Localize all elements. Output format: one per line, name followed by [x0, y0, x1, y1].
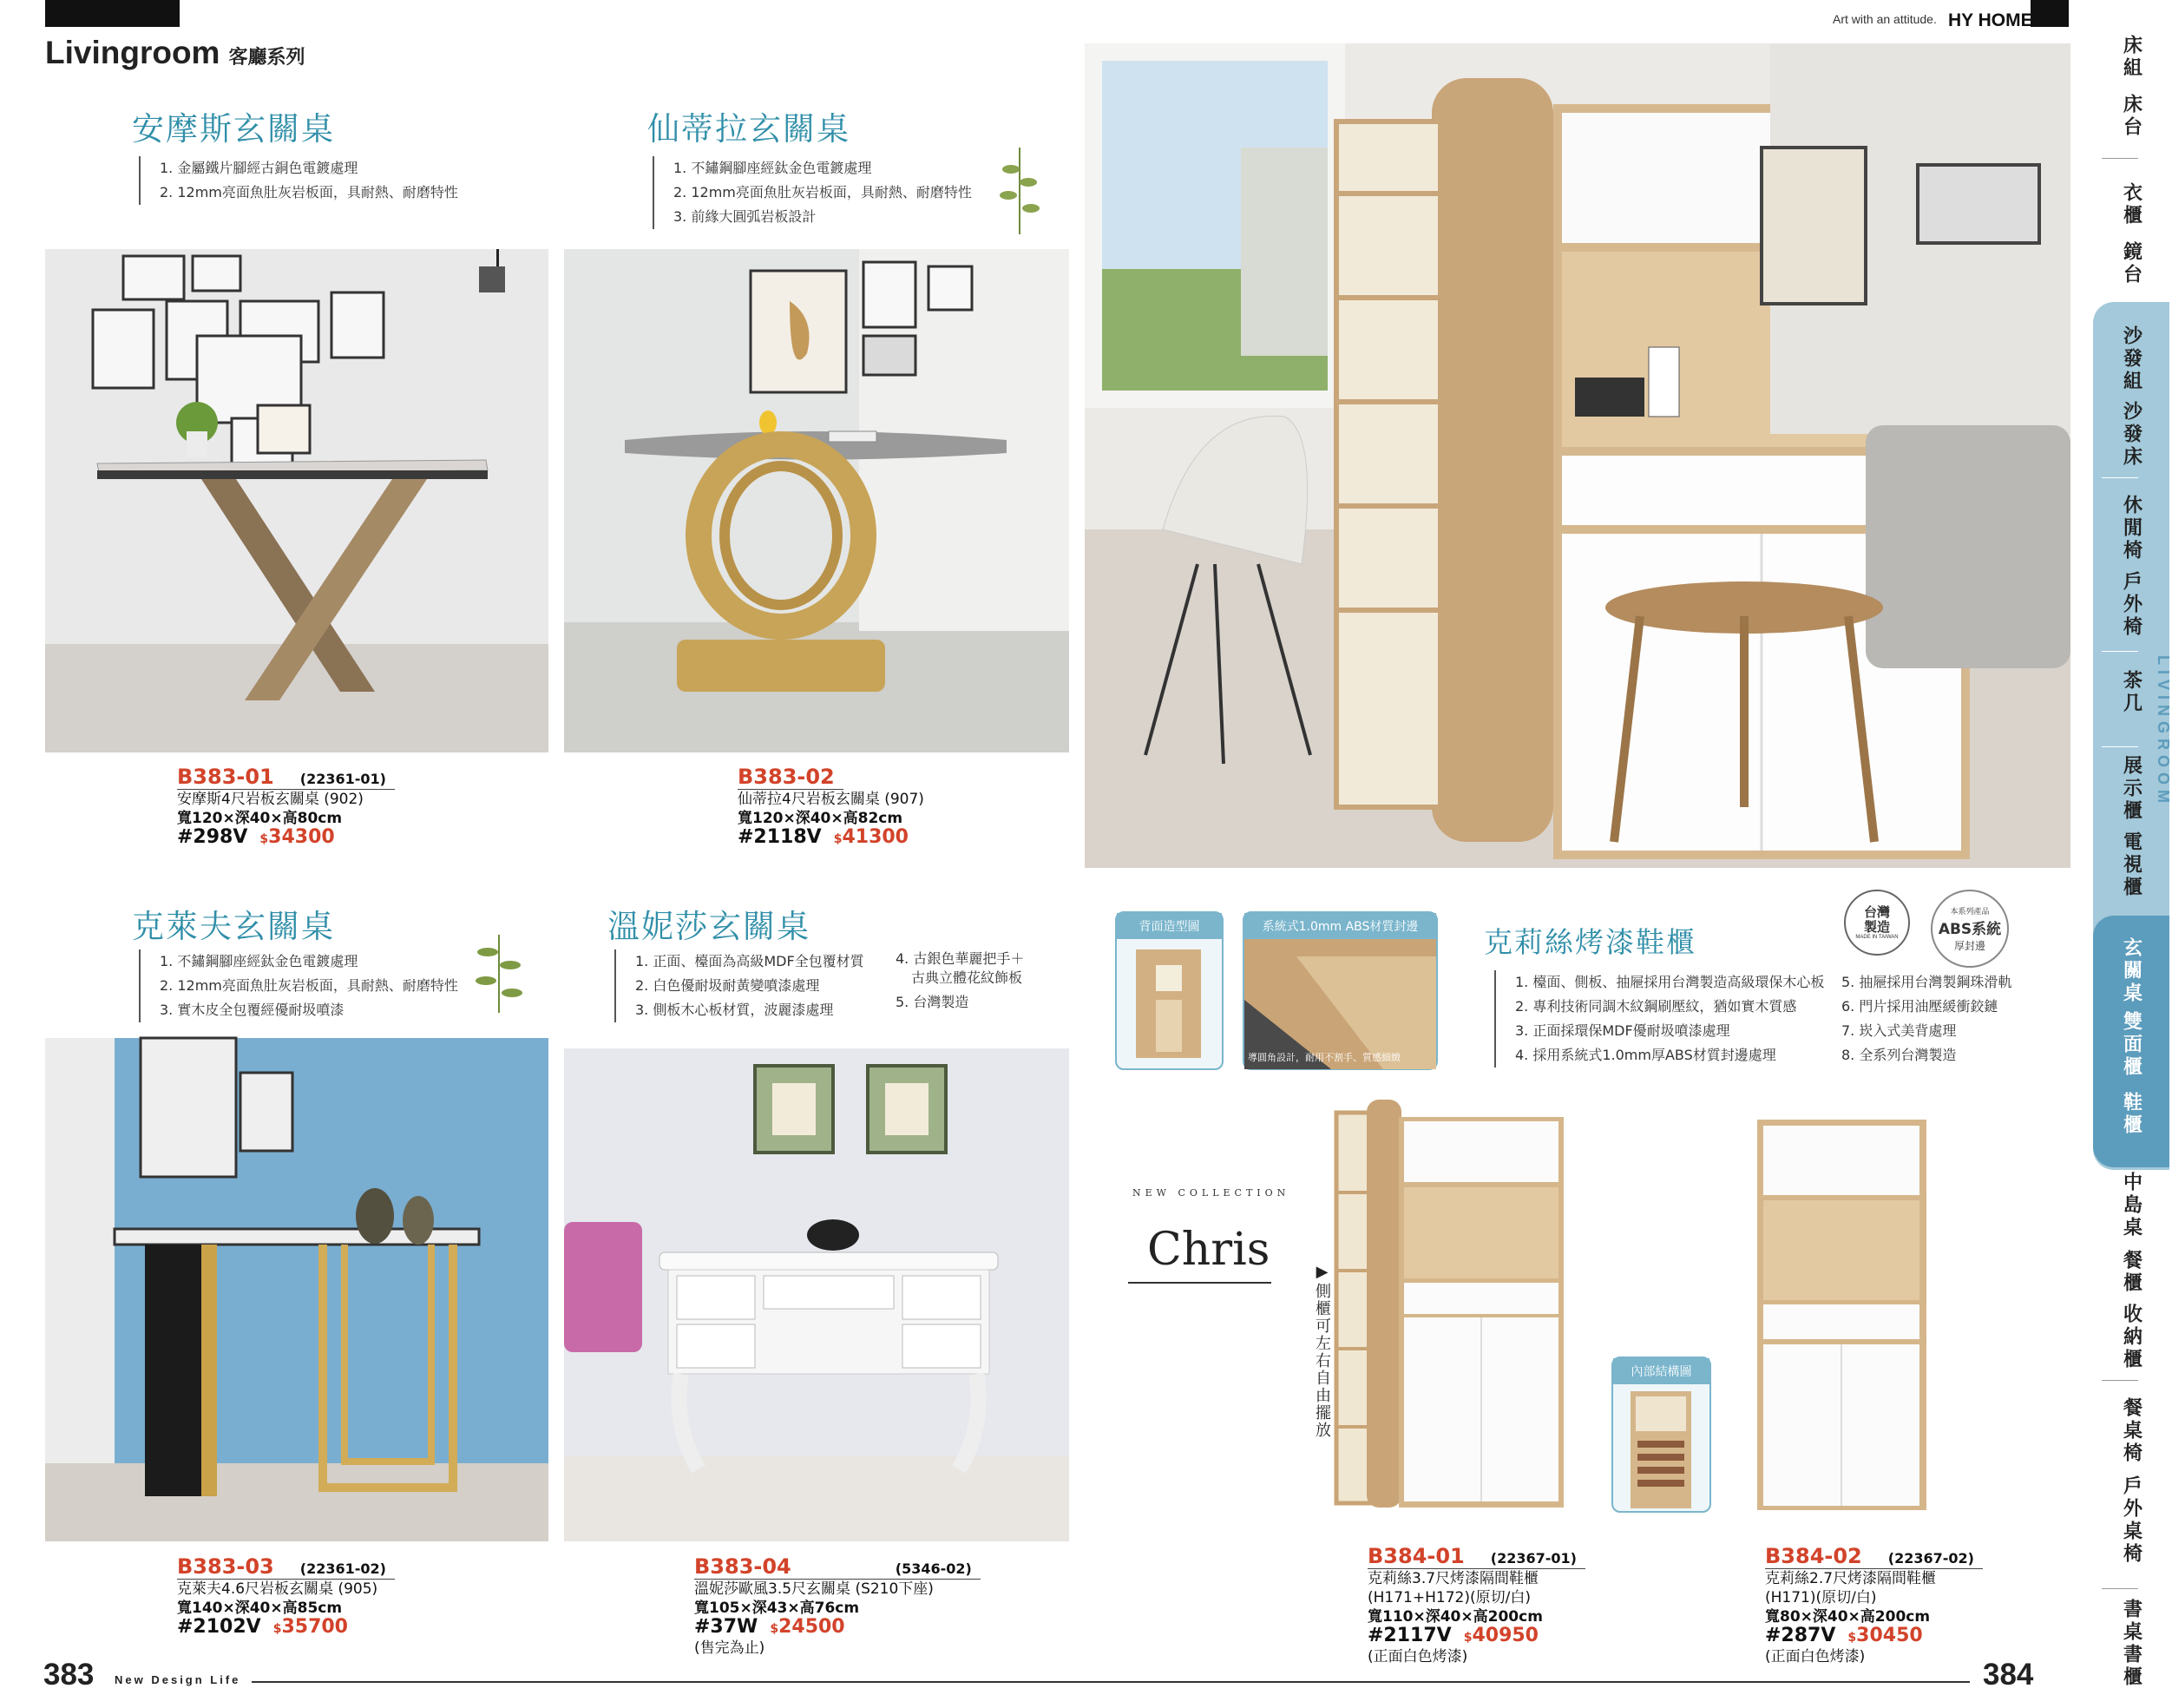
nav-item-label: 沙發床 — [2120, 401, 2142, 469]
nav-separator — [2102, 746, 2138, 747]
feature-item: 2. 12mm亮面魚肚灰岩板面，具耐熱、耐磨特性 — [160, 184, 458, 200]
nav-item-label: 茶几 — [2120, 670, 2142, 715]
product-code: B383-03 — [177, 1554, 274, 1579]
nav-item-label: 電視櫃 — [2120, 831, 2142, 899]
feature-list-amos — [139, 156, 458, 205]
feature-item: 2. 12mm亮面魚肚灰岩板面，具耐熱、耐磨特性 — [673, 184, 972, 200]
product-ref: (22367-02) — [1887, 1550, 1974, 1567]
logo-subtitle: NEW COLLECTION — [1132, 1187, 1290, 1199]
nav-item-label: 戶外桌椅 — [2120, 1475, 2142, 1566]
product-desc-2: (H171+H172)(原切/白) — [1368, 1589, 1531, 1606]
nav-vertical-label: LIVINGROOM — [2155, 655, 2172, 808]
product-photo-cindra — [564, 249, 1069, 752]
product-size: 寬105×深43×高76cm — [694, 1600, 860, 1617]
feature-list-winnie-2 — [876, 949, 1024, 1017]
nav-item[interactable] — [2093, 670, 2169, 715]
nav-item[interactable] — [2093, 35, 2169, 80]
badge-sub: MADE IN TAIWAN — [1855, 935, 1899, 940]
product-price: #298V — [177, 826, 248, 848]
nav-item[interactable] — [2093, 1172, 2169, 1239]
hero-room-photo — [1085, 43, 2070, 868]
feature-item: 7. 崁入式美背處理 — [1841, 1022, 1957, 1039]
footer-tagline: New Design Life — [115, 1673, 241, 1686]
nav-item-label: 展示櫃 — [2120, 755, 2142, 823]
currency-symbol: $ — [1463, 1631, 1473, 1645]
currency-symbol: $ — [770, 1622, 779, 1636]
badge-main: 台灣製造 — [1863, 904, 1890, 935]
nav-item[interactable] — [2093, 241, 2169, 286]
abs-edge-title: 系統式1.0mm ABS材質封邊 — [1244, 913, 1436, 939]
abs-system-badge — [1931, 890, 2009, 968]
header-bar-right — [2031, 0, 2069, 27]
feature-item: 2. 專利技術同調木紋鋼刷壓紋，猶如實木質感 — [1515, 998, 1797, 1015]
nav-item[interactable] — [2093, 182, 2169, 227]
nav-item-label: 沙發組 — [2120, 325, 2142, 393]
product-desc: 克莉絲3.7尺烤漆隔間鞋櫃 — [1368, 1570, 1539, 1587]
nav-item-label: 餐桌椅 — [2120, 1397, 2142, 1465]
currency-symbol: $ — [259, 832, 269, 846]
retail-price: 40950 — [1472, 1625, 1539, 1646]
product-caption-amos — [177, 767, 395, 849]
page-number-right: 384 — [1983, 1658, 2034, 1692]
product-price: #287V — [1765, 1625, 1836, 1646]
category-side-nav — [2093, 26, 2172, 1692]
retail-price: 30450 — [1856, 1625, 1923, 1646]
product-size: 寬80×深40×高200cm — [1765, 1608, 1931, 1626]
nav-item-active[interactable] — [2093, 937, 2169, 1005]
product-code: B383-01 — [177, 765, 274, 789]
nav-item-label: 收納櫃 — [2120, 1304, 2142, 1371]
tagline: Art with an attitude. — [1833, 12, 1937, 26]
nav-item-label: 衣櫃 — [2120, 182, 2142, 227]
badge-sub: 厚封邊 — [1953, 939, 1985, 952]
nav-item-label: 餐櫃 — [2120, 1250, 2142, 1295]
product-ref: (22361-01) — [299, 771, 386, 787]
feature-item: 古典立體花紋飾板 — [911, 969, 1023, 986]
product-size: 寬140×深40×高85cm — [177, 1600, 343, 1617]
nav-item[interactable] — [2093, 1397, 2169, 1465]
nav-item-label: 床組 — [2120, 35, 2142, 80]
leaf-illustration — [989, 143, 1050, 243]
feature-item: 3. 正面採環保MDF優耐圾噴漆處理 — [1515, 1022, 1730, 1039]
nav-item[interactable] — [2093, 401, 2169, 469]
inner-structure-box — [1611, 1357, 1711, 1513]
product-code: B383-04 — [694, 1554, 791, 1579]
badge-top: 本系列產品 — [1950, 906, 1990, 916]
product-photo-amos — [45, 249, 548, 752]
nav-item[interactable] — [2093, 831, 2169, 899]
nav-item[interactable] — [2093, 571, 2169, 639]
feature-item: 8. 全系列台灣製造 — [1841, 1047, 1957, 1063]
header-bar-left — [45, 0, 180, 27]
nav-separator — [2102, 477, 2138, 478]
nav-item[interactable] — [2093, 1475, 2169, 1566]
feature-item: 5. 抽屜採用台灣製鋼珠滑軌 — [1841, 974, 2012, 990]
product-size: 寬120×深40×高82cm — [738, 810, 903, 827]
product-code: B384-01 — [1368, 1544, 1465, 1568]
inner-structure-title: 內部結構圖 — [1613, 1358, 1709, 1384]
nav-item-label: 中島桌 — [2120, 1172, 2142, 1239]
nav-item[interactable] — [2093, 1599, 2169, 1689]
feature-list-clive — [139, 949, 458, 1022]
nav-item[interactable] — [2093, 325, 2169, 393]
feature-list-cindra — [653, 156, 972, 229]
feature-list-chris-2 — [1822, 970, 2011, 1068]
feature-list-winnie — [614, 949, 864, 1022]
currency-symbol: $ — [272, 1622, 282, 1636]
product-caption-clive — [177, 1554, 395, 1639]
feature-item: 1. 不鏽鋼腳座經鈦金色電鍍處理 — [160, 953, 358, 969]
abs-edge-caption: 導圓角設計，耐用不割手、質感細緻 — [1248, 1052, 1401, 1063]
retail-price: 34300 — [268, 826, 335, 848]
product-note: (售完為止) — [694, 1639, 765, 1657]
feature-item: 1. 金屬鐵片腳經古銅色電鍍處理 — [160, 160, 358, 176]
back-view-title: 背面造型圖 — [1117, 913, 1222, 939]
nav-separator — [2102, 158, 2138, 159]
feature-item: 1. 不鏽鋼腳座經鈦金色電鍍處理 — [673, 160, 872, 176]
product-desc: 仙蒂拉4尺岩板玄關桌 (907) — [738, 791, 924, 808]
back-view-box — [1115, 911, 1224, 1070]
nav-item-label: 戶外椅 — [2120, 571, 2142, 639]
feature-item: 4. 古銀色華麗把手＋ — [896, 950, 1025, 967]
nav-separator — [2102, 651, 2138, 652]
product-size: 寬120×深40×高80cm — [177, 810, 343, 827]
product-price: #2102V — [177, 1616, 261, 1638]
feature-item: 3. 前緣大圓弧岩板設計 — [673, 208, 817, 225]
feature-item: 5. 台灣製造 — [896, 994, 969, 1010]
retail-price: 41300 — [842, 826, 909, 848]
product-size: 寬110×深40×高200cm — [1368, 1608, 1543, 1626]
currency-symbol: $ — [1847, 1631, 1857, 1645]
nav-item[interactable] — [2093, 1092, 2169, 1137]
product-desc: 克莉絲2.7尺烤漆隔間鞋櫃 — [1765, 1570, 1937, 1587]
nav-item[interactable] — [2093, 94, 2169, 139]
nav-item[interactable] — [2093, 1011, 2169, 1079]
nav-item[interactable] — [2093, 1304, 2169, 1371]
product-price: #37W — [694, 1616, 758, 1638]
nav-item[interactable] — [2093, 495, 2169, 562]
nav-item-label: 玄關桌 — [2120, 937, 2142, 1005]
made-in-taiwan-badge — [1844, 890, 1910, 956]
product-caption-cindra — [738, 767, 924, 849]
section-title-en: Livingroom — [45, 35, 220, 70]
abs-edge-box — [1243, 911, 1438, 1070]
retail-price: 24500 — [778, 1616, 845, 1638]
nav-item[interactable] — [2093, 1250, 2169, 1295]
product-desc: 溫妮莎歐風3.5尺玄關桌 (S210下座) — [694, 1580, 934, 1598]
product-title-winnie: 溫妮莎玄關桌 — [607, 908, 810, 945]
product-ref: (22361-02) — [299, 1560, 386, 1577]
brand-logo: HY HOME — [1948, 10, 2033, 30]
product-title-amos: 安摩斯玄關桌 — [132, 110, 335, 148]
product-title-chris: 克莉絲烤漆鞋櫃 — [1484, 925, 1696, 959]
product-caption-winnie — [694, 1554, 981, 1658]
page-number-left: 383 — [43, 1658, 95, 1692]
section-title — [45, 35, 305, 71]
feature-item: 4. 採用系統式1.0mm厚ABS材質封邊處理 — [1515, 1047, 1776, 1063]
product-code: B383-02 — [738, 765, 835, 789]
currency-symbol: $ — [833, 832, 843, 846]
product-note: (正面白色烤漆) — [1368, 1648, 1468, 1665]
product-caption-chris-110 — [1368, 1544, 1585, 1666]
nav-item-label: 床台 — [2120, 94, 2142, 139]
feature-item: 2. 12mm亮面魚肚灰岩板面，具耐熱、耐磨特性 — [160, 977, 458, 994]
product-photo-clive — [45, 1038, 548, 1541]
side-cabinet-note: ▶側櫃可左右自由擺放 — [1313, 1263, 1331, 1439]
nav-item-label: 雙面櫃 — [2120, 1011, 2142, 1079]
nav-separator — [2102, 1588, 2138, 1589]
product-photo-chris-110 — [1336, 1095, 1571, 1512]
nav-separator — [2102, 1380, 2138, 1381]
product-price: #2117V — [1368, 1625, 1452, 1646]
product-title-cindra: 仙蒂拉玄關桌 — [647, 110, 850, 148]
nav-item-label: 鞋櫃 — [2120, 1092, 2142, 1137]
section-title-zh: 客廳系列 — [228, 46, 305, 68]
badge-main: ABS系統 — [1938, 920, 2002, 938]
product-code: B384-02 — [1765, 1544, 1862, 1568]
product-ref: (22367-01) — [1490, 1550, 1577, 1567]
retail-price: 35700 — [281, 1616, 348, 1638]
nav-item-label: 休閒椅 — [2120, 495, 2142, 562]
nav-item-label: 書桌書櫃 — [2120, 1599, 2142, 1689]
feature-item: 3. 實木皮全包覆經優耐圾噴漆 — [160, 1002, 345, 1018]
product-desc-2: (H171)(原切/白) — [1765, 1589, 1877, 1606]
feature-item: 3. 側板木心板材質，波麗漆處理 — [635, 1002, 834, 1018]
product-desc: 克萊夫4.6尺岩板玄關桌 (905) — [177, 1580, 378, 1598]
footer-divider — [252, 1681, 1970, 1683]
product-ref: (5346-02) — [895, 1560, 972, 1577]
nav-item[interactable] — [2093, 755, 2169, 823]
leaf-illustration — [469, 930, 529, 1022]
product-note: (正面白色烤漆) — [1765, 1648, 1866, 1665]
product-desc: 安摩斯4尺岩板玄關桌 (902) — [177, 791, 364, 808]
feature-item: 6. 門片採用油壓緩衝鉸鏈 — [1841, 998, 1998, 1015]
feature-item: 1. 正面、檯面為高級MDF全包覆材質 — [635, 953, 864, 969]
feature-list-chris — [1494, 970, 1824, 1068]
feature-item: 1. 檯面、側板、抽屜採用台灣製造高級環保木心板 — [1515, 974, 1825, 990]
product-photo-winnie — [564, 1048, 1069, 1541]
nav-item-label: 鏡台 — [2120, 241, 2142, 286]
chris-logo: Chris — [1147, 1224, 1270, 1276]
product-caption-chris-80 — [1765, 1544, 1983, 1666]
product-photo-chris-80 — [1753, 1115, 1926, 1514]
feature-item: 2. 白色優耐圾耐黃變噴漆處理 — [635, 977, 820, 994]
product-title-clive: 克萊夫玄關桌 — [132, 908, 335, 945]
product-price: #2118V — [738, 826, 822, 848]
logo-underline — [1128, 1282, 1271, 1284]
